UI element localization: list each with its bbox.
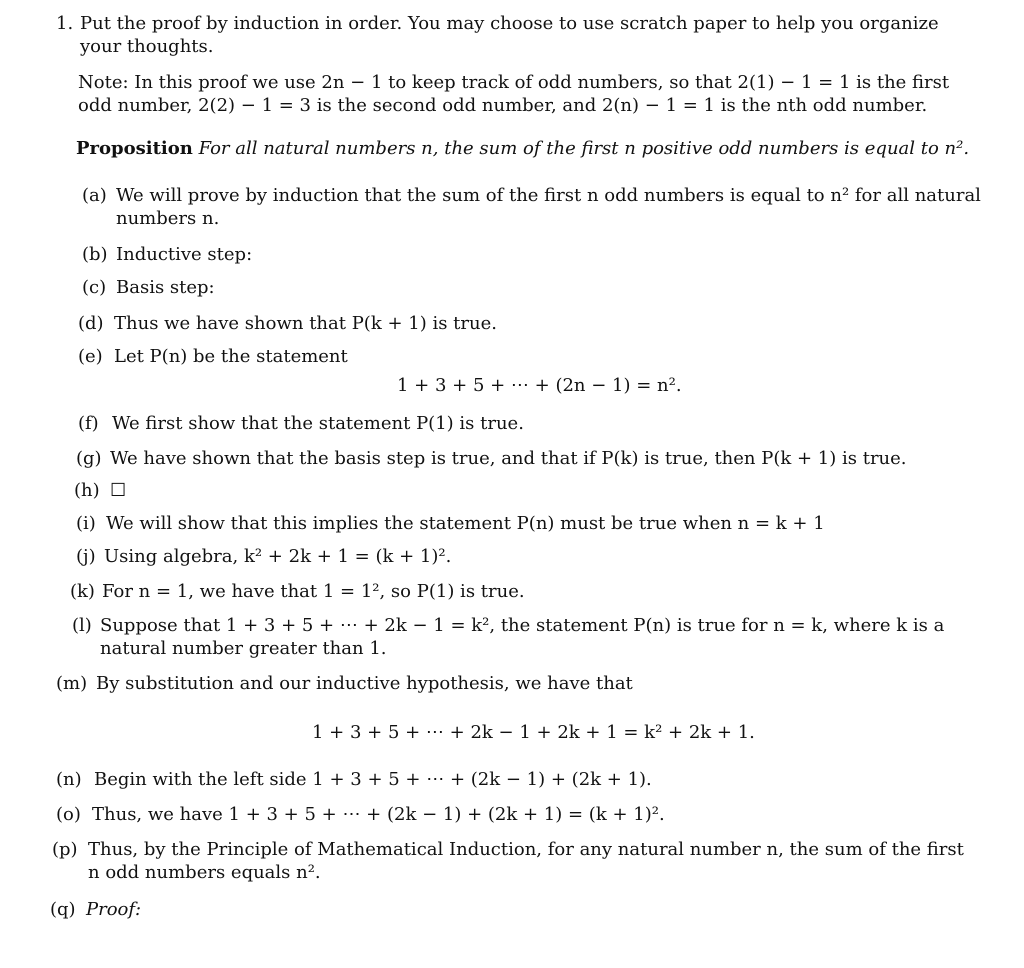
step-label: (q) bbox=[50, 899, 76, 920]
step-label: (p) bbox=[52, 839, 78, 860]
step-label: (e) bbox=[78, 346, 103, 367]
step-label: (m) bbox=[56, 673, 88, 694]
proposition-label: Proposition bbox=[76, 138, 193, 159]
step-label: (b) bbox=[82, 244, 108, 265]
step-label: (n) bbox=[56, 769, 82, 790]
step-text: For n = 1, we have that 1 = 1², so P(1) is true. bbox=[102, 581, 525, 602]
question-number: 1. bbox=[56, 13, 74, 34]
step-label: (k) bbox=[70, 581, 95, 602]
step-label: (i) bbox=[76, 513, 96, 534]
step-text: Inductive step: bbox=[116, 244, 253, 265]
proposition-text: For all natural numbers n, the sum of the first n positive odd numbers is equal to n². bbox=[198, 138, 970, 159]
step-label: (d) bbox=[78, 313, 104, 334]
step-text: Let P(n) be the statement bbox=[114, 346, 348, 367]
step-text: We will prove by induction that the sum of the first n odd numbers is equal to n² for all natural numbers n. bbox=[116, 185, 981, 229]
step-text: Thus, by the Principle of Mathematical Induction, for any natural number n, the sum of the first n odd numbers equals n². bbox=[88, 839, 964, 883]
step-text: By substitution and our inductive hypothesis, we have that bbox=[96, 673, 633, 694]
step-text: Begin with the left side 1 + 3 + 5 + ⋯ + (2k − 1) + (2k + 1). bbox=[94, 769, 652, 790]
proof-heading: Proof: bbox=[86, 899, 142, 920]
equation: 1 + 3 + 5 + ⋯ + 2k − 1 + 2k + 1 = k² + 2k + 1. bbox=[312, 722, 755, 743]
step-text: Basis step: bbox=[116, 277, 215, 298]
step-text: We have shown that the basis step is true, and that if P(k) is true, then P(k + 1) is true. bbox=[110, 448, 907, 469]
step-label: (l) bbox=[72, 615, 92, 636]
step-text: Using algebra, k² + 2k + 1 = (k + 1)². bbox=[104, 546, 452, 567]
step-text: Suppose that 1 + 3 + 5 + ⋯ + 2k − 1 = k², the statement P(n) is true for n = k, where k is a natural number greater than 1. bbox=[100, 615, 945, 659]
step-label: (f) bbox=[78, 413, 99, 434]
step-label: (h) bbox=[74, 480, 100, 501]
proposition bbox=[76, 137, 981, 160]
step-label: (j) bbox=[76, 546, 96, 567]
step-text: Thus, we have 1 + 3 + 5 + ⋯ + (2k − 1) + (2k + 1) = (k + 1)². bbox=[92, 804, 665, 825]
step-text: Thus we have shown that P(k + 1) is true. bbox=[114, 313, 497, 334]
step-text: We will show that this implies the statement P(n) must be true when n = k + 1 bbox=[106, 513, 825, 534]
question-text: Put the proof by induction in order. You may choose to use scratch paper to help you organize your thoughts. bbox=[80, 13, 939, 57]
step-label: (c) bbox=[82, 277, 107, 298]
qed-box-icon: ☐ bbox=[110, 480, 127, 501]
step-label: (o) bbox=[56, 804, 81, 825]
note-text: Note: In this proof we use 2n − 1 to keep track of odd numbers, so that 2(1) − 1 = 1 is the first odd number, 2(2) − 1 = 3 is the second odd number, and 2(n) − 1 = 1 is the nth odd number. bbox=[78, 72, 950, 116]
step-text: We first show that the statement P(1) is true. bbox=[112, 413, 524, 434]
step-label: (g) bbox=[76, 448, 102, 469]
step-label: (a) bbox=[82, 185, 107, 206]
equation: 1 + 3 + 5 + ⋯ + (2n − 1) = n². bbox=[397, 375, 682, 396]
